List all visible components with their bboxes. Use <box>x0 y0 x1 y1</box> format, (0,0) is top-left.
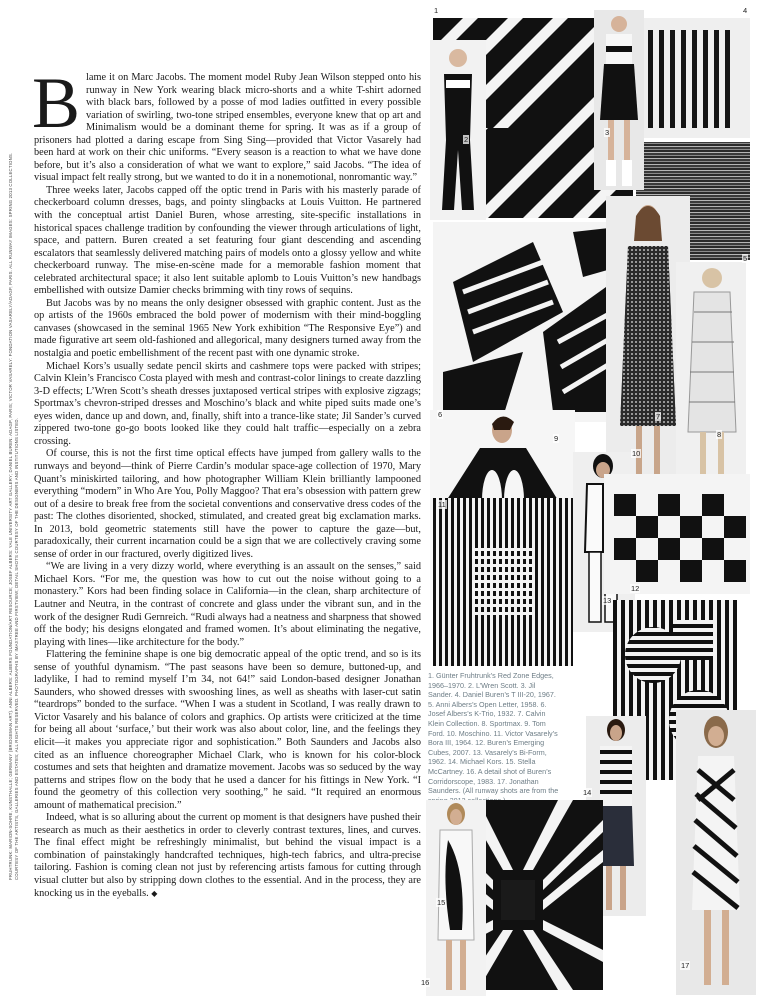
photo-credits <box>2 140 28 880</box>
art-vasarely-bora-iii <box>433 498 573 666</box>
paragraph-3: But Jacobs was by no means the only designer obsessed with graphic content. Just as the op artists of the 1960s embraced the bold power of modernism with their mind-boggling canvases (showcased in the seminal 1965 New York exhibition “The Responsive Eye”) and made figurative art seem old-fashioned and allegorical, many designers turned away from the nostalgia and poetic embellishment of the recent past with one dynamic stroke. <box>34 297 421 360</box>
art-buren-emerging-cubes <box>604 474 750 594</box>
article-body <box>32 63 421 900</box>
runway-stella-mccartney <box>426 800 486 996</box>
art-josef-albers-k-trio <box>433 222 623 422</box>
photo-credits-text: FRUHTRUNK: MARION-SOHRE, KUNSTHALLE; GERMANY (BRIDGEMAN ART). ANNI ALBERS: ALBERS FOUNDATION/ART RESOURCE; JOSEF ALBERS: YALE UNIVERSITY ART GALLERY; DANIEL BUREN: ADAGP, PARIS; VICTOR VASARELY: FONDATION VASARELY/ADAGP, PARIS. ALL RUNWAY IMAGES: SPRING 2013 COLLECTIONS. COURTESY OF THE ARTISTS, GALLERIES AND ESTATES; ALL RIGHTS RESERVED. PHOTOGRAPHS BY IMAXTREE AND FIRSTVIEW; DETAIL SHOTS COURTESY OF THE DESIGNERS AND INSTITUTIONS LISTED. <box>8 152 19 880</box>
paragraph-5: Of course, this is not the first time optical effects have jumped from gallery walls to the runways and beyond—think of Pierre Cardin’s modular space-age collection of 1970, Mary Quant’s miniskirted tailoring, and how photographer William Klein brilliantly lampooned everything “modern” in Who Are You, Polly Maggoo? That era’s obsession with pattern grew out of a desire to break free from the societal conventions and conservative dress codes of the past: The clothes disoriented, shocked, stimulated, and created great big exclamation marks. In 2013, bold geometric statements still have the power to capture the gaze—but, paradoxically, their current incarnation could be a sign that we are collectively craving some sense of order in our fractured, overly digitized lives. <box>34 448 421 560</box>
figure-number-3: 3 <box>605 128 610 137</box>
checkerboard-artwork <box>604 474 750 594</box>
figure-number-17: 17 <box>681 961 690 970</box>
figure-number-14: 14 <box>583 788 592 797</box>
paragraph-8: Indeed, what is so alluring about the current op moment is that designers have pushed their research as much as their aesthetics in order to cleverly contrast textures, lines, and curves. The final effect might be refreshingly minimalist, but behind the visual impact is a combination of painstakingly handcrafted techniques, high-tech fabrics, and ultra-precise tailoring. Fashion is coming clean not just by referencing artists famous for cutting through visual clutter but also by stripping down clothes to the essential. And in the process, they are knocking us in the eyeballs. ◆ <box>34 812 421 899</box>
end-mark: ◆ <box>151 888 158 898</box>
figure-number-5: 5 <box>743 254 748 263</box>
figure-number-9: 9 <box>554 434 559 443</box>
figure-number-7: 7 <box>656 412 661 421</box>
k-trio-artwork <box>433 222 623 422</box>
paragraph-2: Three weeks later, Jacobs capped off the optic trend in Paris with his masterly parade of checkerboard column dresses, bags, and pointy slingbacks at Louis Vuitton. He partnered with the conceptual artist Daniel Buren, whose arresting, site-specific installations in historical spaces challenge tradition by confounding the viewer through articulations of light, space, and pattern. Buren created a set featuring four giant descending and ascending escalators that seamlessly delivered matching pairs of models onto a glossy yellow and white checkerboard runway. The mise-en-scène made for a memorable fashion moment that celebrated architectural space; it also lent suitable aplomb to Louis Vuitton’s new handbags embellished with outsize Damier checks brimming with tiny rows of sequins. <box>34 184 421 297</box>
figure-number-12: 12 <box>631 584 640 593</box>
runway-lwren-scott <box>430 40 486 220</box>
figure-number-4: 4 <box>743 6 748 15</box>
figure-number-1: 1 <box>434 6 439 15</box>
paragraph-4: Michael Kors’s usually sedate pencil skirts and cashmere tops were packed with stripes; Calvin Klein’s Francisco Costa played with mesh and contrast-color linings to create dazzling 3-D effects; L’Wren Scott’s sheath dresses juxtaposed vertical stripes with explosive zigzags; Sportmax’s chevron-striped dresses and Moschino’s black and white piped suits made one’s eyes widen, dance up and down, and, finally, shift into a trance-like state; Jil Sander’s curved zippered two-tone go-go boots looked like they could halt traffic—especially on a zebra crossing. <box>34 360 421 447</box>
figure-number-6: 6 <box>438 410 443 419</box>
figure-number-16: 16 <box>421 978 430 987</box>
runway-sportmax <box>676 262 746 492</box>
figure-captions: 1. Günter Fruhtrunk’s Red Zone Edges, 1966–1970. 2. L’Wren Scott. 3. Jil Sander. 4. Daniel Buren’s T III-20, 1967. 5. Anni Albers’s Open Letter, 1958. 6. Josef Albers’s K-Trio, 1932. 7. Calvin Klein Collection. 8. Sportmax. 9. Tom Ford. 10. Moschino. 11. Victor Vasarely’s Bora III, 1964. 12. Buren’s Emerging Cubes, 2007. 13. Vasarely’s Bi-Form, 1962. 14. Michael Kors. 15. Stella McCartney. 16. A detail shot of Buren’s Corridorscope, 1983. 17. Jonathan Saunders. (All runway shots are from the <box>428 671 559 796</box>
runway-jil-sander <box>594 10 644 190</box>
paragraph-7: Flattering the feminine shape is one big democratic appeal of the optic trend, and so is its sense of youthful dynamism. “The past seasons have been so demure, buttoned-up, and ladylike, I had to remind myself I’m 34, not 64!” said London-based designer Jonathan Saunders, who showed dresses with swooshing lines, as well as sheaths with laser-cut satin “teardrops” bonded to the surface. “When I was a student in Scotland, I was really drawn to Victor Vasarely and his balance of colors and graphics. Op artists were criticized at the time for being all about ‘surface,’ but their work was also about color, line, and the feelings they elicit—it makes you appreciate rigor and sophistication.” Both Saunders and Jacobs also cited as an influence choreographer Michael Clark, who is known for his color-block costumes and sets that heighten and dramatize movement. Jacobs was so seduced by the way patterns and stripes flow on the body that he used a dancer for his fittings in New York. “I found the geometry of this collection very soothing,” he said. “It required an enormous amount of mathematical precision.” <box>34 649 421 811</box>
paragraph-1: Blame it on Marc Jacobs. The moment model Ruby Jean Wilson stepped onto his runway in New York wearing black micro-shorts and a white T-shirt adorned with black bars, followed by a posse of mod ladies outfitted in every possible variation of swirling, two-tone striped ensembles, everyone knew that op art and Minimalism would be a dominant theme for spring. It was as if a group of prisoners had plotted a daring escape from Sing Sing—provided that Victor Vasarely had been hard at work on their chic uniforms. “Every season is a reaction to what we have done before, but it’s also a consideration of what we want to explore,” said Jacobs. “The idea of visual impact felt really strong, but we wanted to do it in a nonemotional, nonromantic way.” <box>32 63 421 184</box>
drop-cap: B <box>32 63 81 143</box>
figure-number-8: 8 <box>717 430 722 439</box>
art-buren-t-iii-20 <box>636 18 750 138</box>
figure-number-2: 2 <box>464 135 469 144</box>
runway-jonathan-saunders <box>676 710 756 995</box>
paragraph-6: “We are living in a very dizzy world, where everything is an assault on the senses,” said Michael Kors. “For me, the question was how to cut out the noise without going to a monastery.” Kors had been finding solace in California—in the clean, sharp architecture of Lautner and Neutra, in the contrast of concrete and glass under the vibrant sun, and in the work of the designer Rudi Gernreich. “Rudi always had a neatness and sharpness that showed off the body; his designs elongated and framed women. It’s about eliminating the negative, playing with lines—like architecture for the body.” <box>34 561 421 648</box>
figure-number-15: 15 <box>437 898 446 907</box>
figure-number-13: 13 <box>603 596 612 605</box>
figure-number-10: 10 <box>632 449 641 458</box>
vertical-stripes-artwork <box>636 18 750 138</box>
figure-number-11: 11 <box>438 500 446 509</box>
